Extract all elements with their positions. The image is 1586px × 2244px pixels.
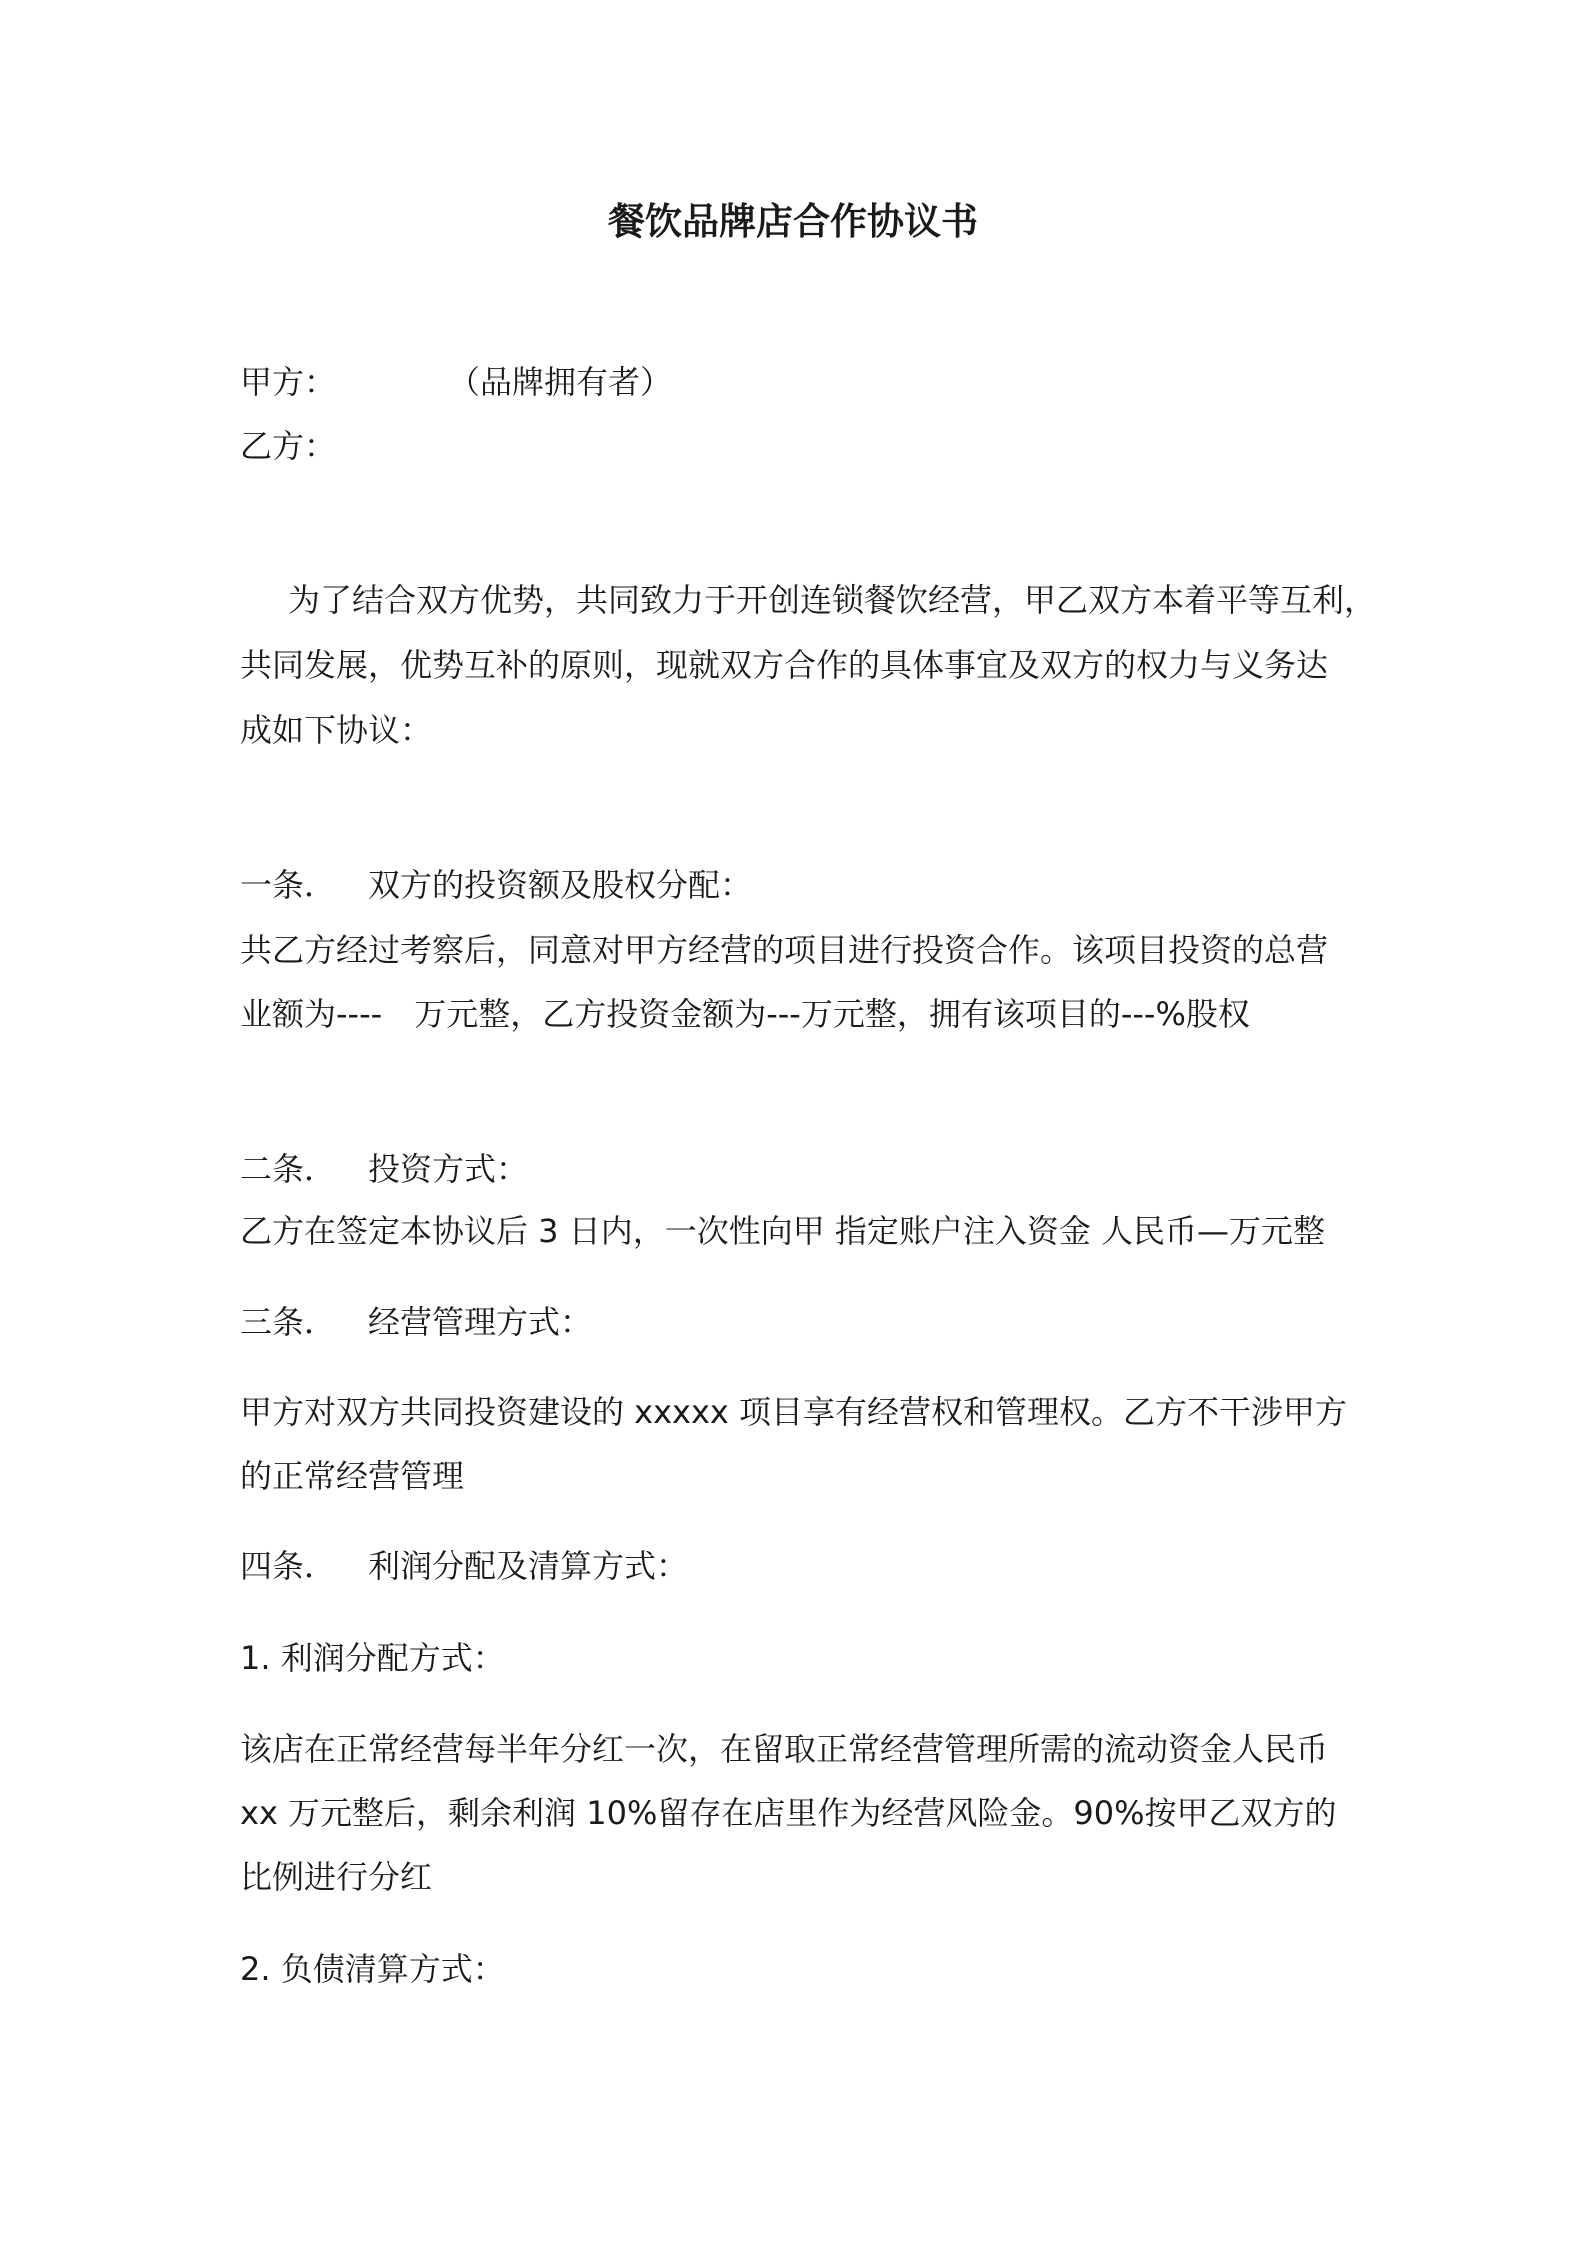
article-body-line: 的正常经营管理 [240,1457,465,1495]
preamble-line: 为了结合双方优势，共同致力于开创连锁餐饮经营，甲乙双方本着平等互利， [288,581,1377,619]
article-body-line: 共乙方经过考察后，同意对甲方经营的项目进行投资合作。该项目投资的总营 [240,931,1329,969]
document-title: 餐饮品牌店合作协议书 [608,200,978,243]
party-a-note: （品牌拥有者） [448,363,673,401]
article-title: 投资方式： [368,1150,529,1188]
article-number: 二条． [240,1150,337,1188]
article-title: 经营管理方式： [368,1303,593,1341]
party-a-label: 甲方： [240,363,337,401]
article-body-line: 乙方在签定本协议后 3 日内，一次性向甲 指定账户注入资金 人民币—万元整 [240,1212,1326,1250]
article-title: 双方的投资额及股权分配： [368,866,753,904]
article-title: 利润分配及清算方式： [368,1547,689,1585]
article-number: 三条． [240,1303,337,1341]
article-body-line: 业额为---- 万元整，乙方投资金额为---万元整，拥有该项目的---%股权 [240,995,1250,1033]
sub-item-body-line: xx 万元整后，剩余利润 10%留存在店里作为经营风险金。90%按甲乙双方的 [240,1794,1337,1832]
sub-item-label: 2. 负债清算方式： [240,1950,505,1988]
article-number: 一条． [240,866,337,904]
article-number: 四条． [240,1547,337,1585]
article-body-line: 甲方对双方共同投资建设的 xxxxx 项目享有经营权和管理权。乙方不干涉甲方 [240,1393,1348,1431]
preamble-line: 成如下协议： [240,711,433,749]
sub-item-body-line: 比例进行分红 [240,1858,433,1896]
preamble-line: 共同发展，优势互补的原则，现就双方合作的具体事宜及双方的权力与义务达 [240,646,1329,684]
sub-item-label: 1. 利润分配方式： [240,1639,505,1677]
party-b-label: 乙方： [240,427,337,465]
sub-item-body-line: 该店在正常经营每半年分红一次，在留取正常经营管理所需的流动资金人民币 [240,1730,1329,1768]
